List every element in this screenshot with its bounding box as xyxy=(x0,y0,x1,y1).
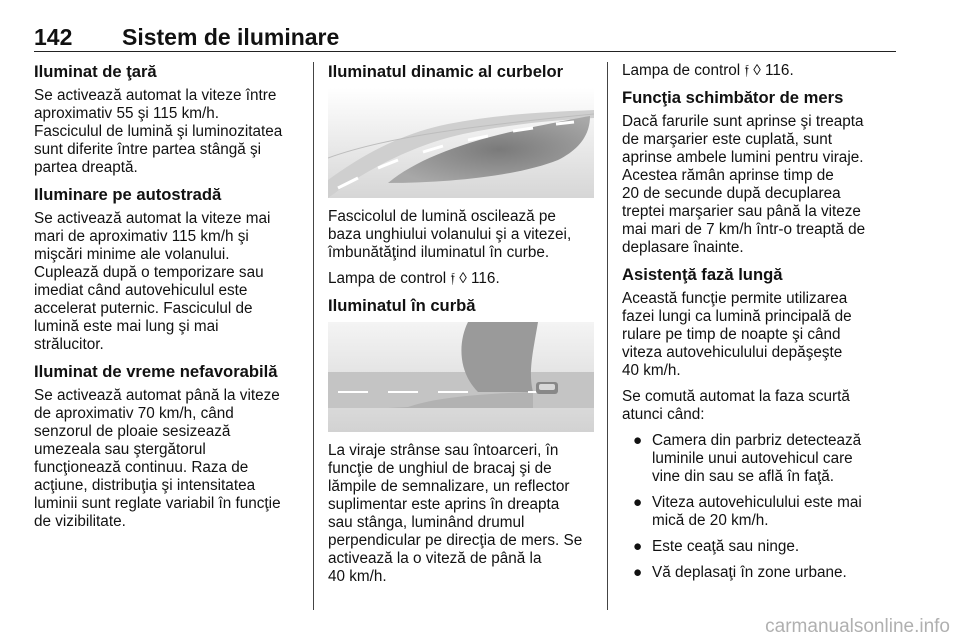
watermark: carmanualsonline.info xyxy=(765,616,950,637)
bullet-icon: ● xyxy=(633,564,643,581)
section-title-country-lighting: Iluminat de ţară xyxy=(34,62,157,81)
section-title-bad-weather-lighting: Iluminat de vreme nefavorabilă xyxy=(34,362,278,381)
section-text-country-lighting: Se activează automat la viteze între aproximativ 55 şi 115 km/h. Fasciculul de lumină şi luminozitatea sunt diferite între partea stângă şi partea dreaptă. xyxy=(34,87,283,176)
high-beam-assist-text: Această funcţie permite utilizarea fazei lungi ca lumină principală de rulare pe timp de noapte şi când viteza autovehiculului depăşeşte 40 km/h. xyxy=(622,290,852,379)
bullet-icon: ● xyxy=(633,432,643,449)
section-title-reverse-gear-function: Funcţia schimbător de mers xyxy=(622,88,844,107)
bullet-icon: ● xyxy=(633,494,643,511)
column-right xyxy=(622,62,890,590)
section-text-motorway-lighting: Se activează automat la viteze mai mari de aproximativ 115 km/h şi mişcări minime ale volanului. Cuplează după o temporizare sau imediat când autovehiculul este accelerat puternic. Fasciculul de lumină este mai lung şi mai strălucitor. xyxy=(34,210,271,353)
section-title-motorway-lighting: Iluminare pe autostradă xyxy=(34,185,222,204)
column-middle xyxy=(328,62,594,594)
control-lamp-reference: Lampa de control 𝔣 ◊ 116. xyxy=(622,62,794,79)
bullet-icon: ● xyxy=(633,538,643,555)
control-lamp-reference: Lampa de control 𝔣 ◊ 116. xyxy=(328,270,500,287)
column-divider xyxy=(607,62,608,610)
list-item: ● Este ceaţă sau ninge. xyxy=(633,538,800,555)
list-item: ● Camera din parbriz detectează luminile unui autovehicul care vine din sau se află în faţă. xyxy=(633,432,862,485)
page-title: Sistem de iluminare xyxy=(122,24,340,50)
cornering-light-text: La viraje strânse sau întoarceri, în funcţie de unghiul de bracaj şi de lămpile de semnalizare, un reflector suplimentar este aprins în dreapta sau stânga, luminând drumul perpendicular pe direcţia de mers. Se activează la o viteză de până la 40 km/h. xyxy=(328,442,583,585)
reverse-gear-text: Dacă farurile sunt aprinse şi treapta de marşarier este cuplată, sunt aprinse ambele lumini pentru viraje. Acestea rămân aprinse timp de 20 de secunde după decuplarea treptei marşarier sau până la viteze mai mari de 7 km/h într-o treaptă de deplasare înainte. xyxy=(622,113,866,256)
section-title-cornering-light: Iluminatul în curbă xyxy=(328,296,476,315)
list-item: ● Vă deplasaţi în zone urbane. xyxy=(633,564,847,581)
high-beam-switch-text: Se comută automat la faza scurtă atunci când: xyxy=(622,388,850,423)
header-divider xyxy=(34,51,896,52)
dynamic-curve-text: Fascicolul de lumină oscilează pe baza unghiului volanului şi a vitezei, îmbunătăţind iluminatul în curbe. xyxy=(328,208,572,261)
section-text-bad-weather-lighting: Se activează automat până la viteze de aproximativ 70 km/h, când senzorul de ploaie sesizează umezeala sau ştergătorul funcţionează continuu. Raza de acţiune, distribuţia şi intensitatea luminii sunt reglate variabil în funcţie de vizibilitate. xyxy=(34,387,281,530)
curve-lighting-illustration xyxy=(328,88,594,198)
section-title-dynamic-curve-lighting: Iluminatul dinamic al curbelor xyxy=(328,62,564,81)
high-beam-conditions-list xyxy=(622,432,890,582)
column-left xyxy=(34,62,306,539)
list-item: ● Viteza autovehiculului este mai mică de 20 km/h. xyxy=(633,494,862,529)
page-header xyxy=(34,24,896,50)
cornering-light-illustration xyxy=(328,322,594,432)
column-divider xyxy=(313,62,314,610)
section-title-high-beam-assist: Asistenţă fază lungă xyxy=(622,265,783,284)
page-number: 142 xyxy=(34,24,73,50)
